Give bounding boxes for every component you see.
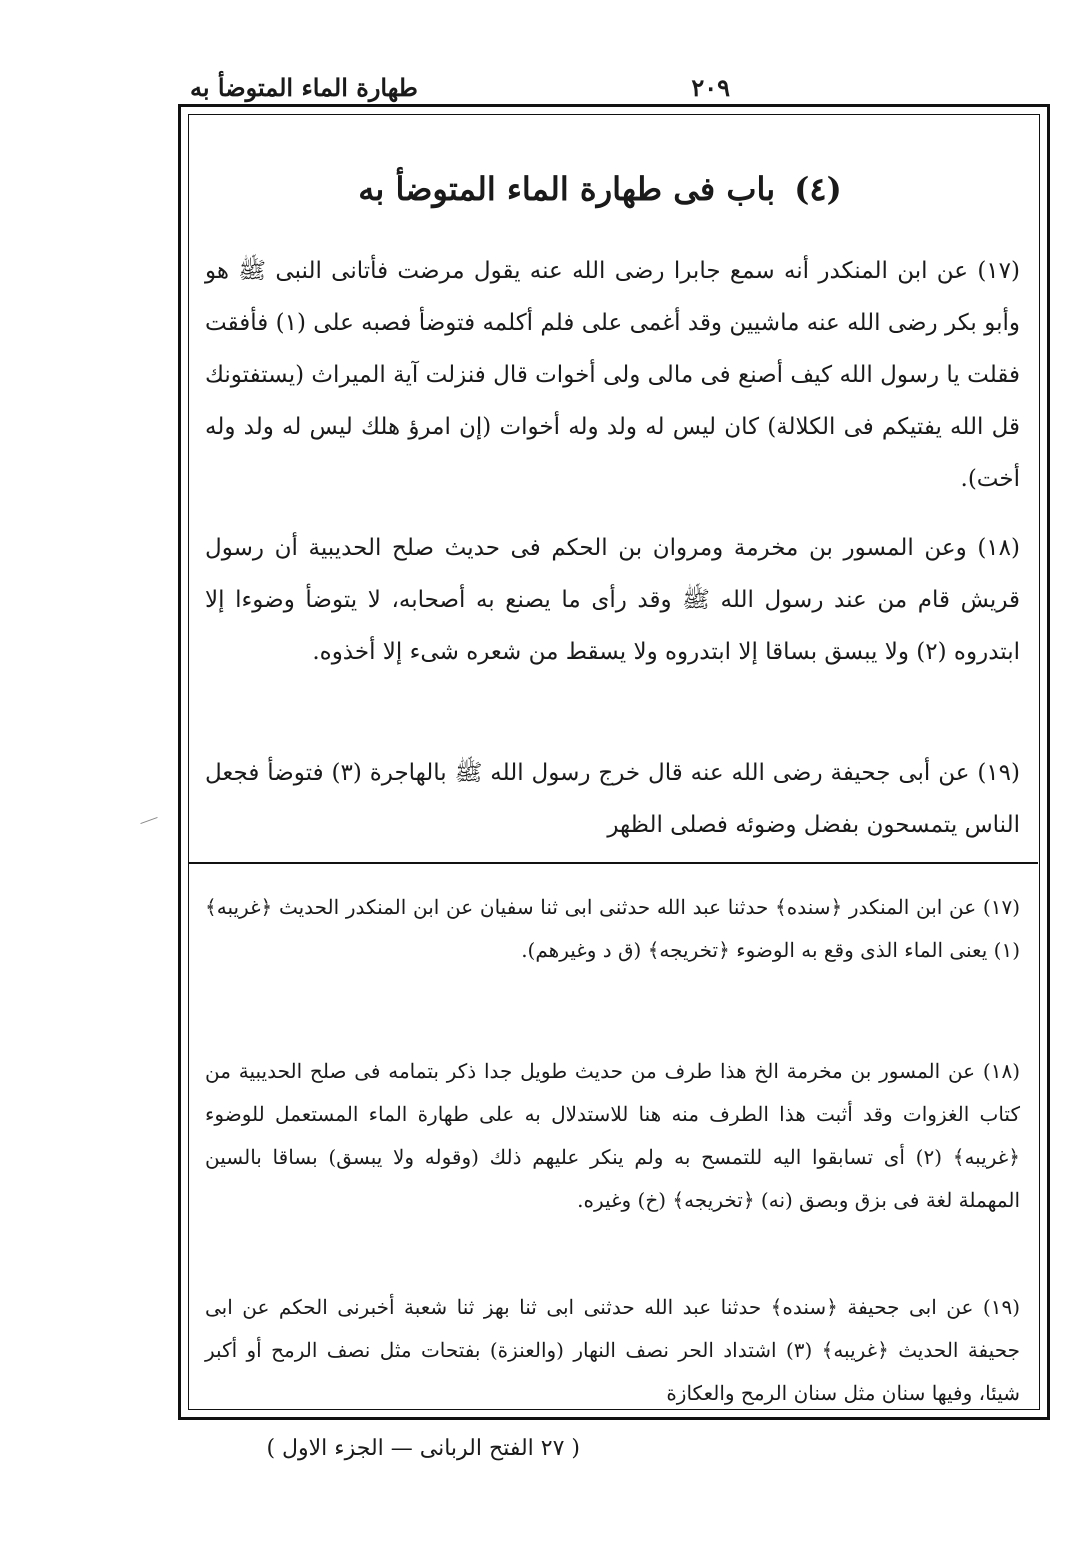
running-title: طهارة الماء المتوضأ به bbox=[190, 72, 418, 102]
hadith-19: (١٩) عن أبى جحيفة رضى الله عنه قال خرج رسول الله ﷺ بالهاجرة (٣) فتوضأ فجعل الناس يتمسحون بفضل وضوئه فصلى الظهر bbox=[205, 760, 1020, 838]
section-divider bbox=[188, 862, 1038, 864]
page-number: ٢٠٩ bbox=[691, 72, 730, 102]
signature-footer: ( ٢٧ الفتح الربانى — الجزء الاول ) bbox=[266, 1436, 580, 1461]
footnote-19: (١٩) عن ابى جحيفة ﴿سنده﴾ حدثنا عبد الله حدثنى ابى ثنا بهز ثنا شعبة أخبرنى الحكم عن ابى جحيفة الحديث ﴿غريبه﴾ (٣) اشتداد الحر نصف النهار (والعنزة) بفتحات مثل نصف الرمح أو أكبر شيئا، وفيها سنان مثل سنان الرمح والعكازة bbox=[205, 1295, 1020, 1405]
margin-mark bbox=[140, 817, 157, 824]
running-header bbox=[190, 70, 730, 104]
footnote-17: (١٧) عن ابن المنكدر ﴿سنده﴾ حدثنا عبد الله حدثنى ابى ثنا سفيان عن ابن المنكدر الحديث ﴿غريبه﴾ (١) يعنى الماء الذى وقع به الوضوء ﴿تخريجه﴾ (ق د وغيرهم). bbox=[205, 895, 1020, 962]
chapter-heading bbox=[250, 170, 950, 208]
hadith-17: (١٧) عن ابن المنكدر أنه سمع جابرا رضى الله عنه يقول مرضت فأتانى النبى ﷺ هو وأبو بكر رضى الله عنه ماشيين وقد أغمى على فلم أكلمه فتوضأ فصبه على (١) فأفقت فقلت يا رسول الله كيف أصنع فى مالى ولى أخوات قال فنزلت آية الميراث (يستفتونك قل الله يفتيكم فى الكلالة) كان ليس له ولد وله أخوات (إن امرؤ هلك ليس له ولد وله أخت). bbox=[205, 258, 1020, 492]
chapter-number: (٤) bbox=[794, 170, 842, 208]
hadith-18: (١٨) وعن المسور بن مخرمة ومروان بن الحكم فى حديث صلح الحديبية أن رسول قريش قام من عند رسول الله ﷺ وقد رأى ما يصنع به أصحابه، لا يتوضأ وضوءا إلا ابتدروه (٢) ولا يبسق بساقا إلا ابتدروه ولا يسقط من شعره شىء إلا أخذوه. bbox=[205, 535, 1020, 665]
chapter-title: باب فى طهارة الماء المتوضأ به bbox=[358, 170, 776, 208]
footnote-18: (١٨) عن المسور بن مخرمة الخ هذا طرف من حديث طويل جدا ذكر بتمامه فى صلح الحديبية من كتاب الغزوات وقد أثبت هذا الطرف منه هنا للاستدلال به على طهارة الماء المستعمل للوضوء ﴿غريبه﴾ (٢) أى تسابقوا اليه للتمسح به ولم ينكر عليهم ذلك (وقوله ولا يبسق) بساقا بالسين المهملة لغة فى بزق وبصق (نه) ﴿تخريجه﴾ (خ) وغيره. bbox=[205, 1059, 1020, 1212]
